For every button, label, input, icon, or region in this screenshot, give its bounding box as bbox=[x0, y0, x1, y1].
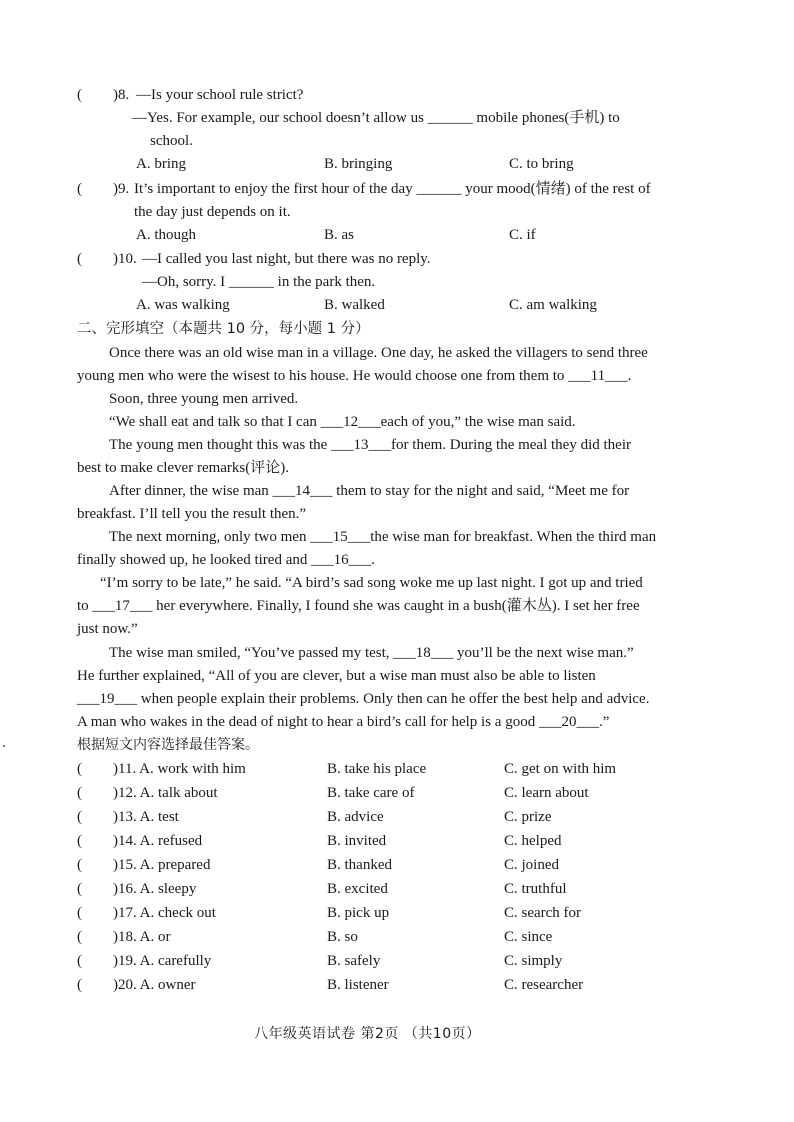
answer-bracket-open: ( bbox=[77, 977, 82, 993]
answer-bracket-open: ( bbox=[77, 905, 82, 921]
question-stem: —I called you last night, but there was no reply. bbox=[142, 251, 431, 267]
question-stem: the day just depends on it. bbox=[134, 204, 291, 220]
option-a: )12. A. talk about bbox=[113, 785, 218, 801]
option-b: B. pick up bbox=[327, 905, 390, 921]
answer-bracket-open: ( bbox=[77, 87, 82, 103]
option-a: )14. A. refused bbox=[113, 833, 203, 849]
passage-line: best to make clever remarks(评论). bbox=[77, 460, 289, 476]
answer-bracket-open: ( bbox=[77, 929, 82, 945]
option-a: A. bring bbox=[136, 156, 186, 172]
question-stem: school. bbox=[150, 133, 193, 149]
option-a: )20. A. owner bbox=[113, 977, 196, 993]
passage-line: He further explained, “All of you are clever, but a wise man must also be able to listen bbox=[77, 668, 596, 684]
option-b: B. take his place bbox=[327, 761, 427, 777]
option-c: C. learn about bbox=[504, 785, 589, 801]
option-a: )16. A. sleepy bbox=[113, 881, 197, 897]
passage-line: The wise man smiled, “You’ve passed my test, ___18___ you’ll be the next wise man.” bbox=[109, 645, 634, 661]
option-c: C. joined bbox=[504, 857, 559, 873]
passage-line: ___19___ when people explain their problems. Only then can he offer the best help and advice. bbox=[77, 691, 650, 707]
option-a: )13. A. test bbox=[113, 809, 179, 825]
question-stem: —Oh, sorry. I ______ in the park then. bbox=[142, 274, 376, 290]
option-b: B. bringing bbox=[324, 156, 393, 172]
passage-line: After dinner, the wise man ___14___ them to stay for the night and said, “Meet me for bbox=[109, 483, 630, 499]
option-a: A. was walking bbox=[136, 297, 230, 313]
passage-line: A man who wakes in the dead of night to hear a bird’s call for help is a good ___20___.” bbox=[77, 714, 610, 730]
option-b: B. listener bbox=[327, 977, 389, 993]
option-c: C. to bring bbox=[509, 156, 574, 172]
option-b: B. thanked bbox=[327, 857, 392, 873]
question-number: )10. bbox=[113, 251, 137, 267]
option-c: C. simply bbox=[504, 953, 563, 969]
question-stem: —Is your school rule strict? bbox=[136, 87, 304, 103]
option-c: C. if bbox=[509, 227, 536, 243]
option-c: C. get on with him bbox=[504, 761, 617, 777]
instruction-text: 根据短文内容选择最佳答案。 bbox=[77, 737, 259, 753]
answer-bracket-open: ( bbox=[77, 181, 82, 197]
option-a: A. though bbox=[136, 227, 196, 243]
option-b: B. invited bbox=[327, 833, 387, 849]
option-a: )15. A. prepared bbox=[113, 857, 211, 873]
answer-bracket-open: ( bbox=[77, 785, 82, 801]
passage-line: The young men thought this was the ___13___for them. During the meal they did their bbox=[109, 437, 631, 453]
option-b: B. take care of bbox=[327, 785, 415, 801]
passage-line: breakfast. I’ll tell you the result then.” bbox=[77, 506, 307, 522]
question-number: )8. bbox=[113, 87, 130, 103]
option-b: B. safely bbox=[327, 953, 381, 969]
answer-bracket-open: ( bbox=[77, 761, 82, 777]
passage-line: Soon, three young men arrived. bbox=[109, 391, 299, 407]
option-c: C. am walking bbox=[509, 297, 597, 313]
option-c: C. helped bbox=[504, 833, 562, 849]
answer-bracket-open: ( bbox=[77, 809, 82, 825]
option-c: C. since bbox=[504, 929, 553, 945]
passage-line: finally showed up, he looked tired and ___16___. bbox=[77, 552, 375, 568]
question-stem: —Yes. For example, our school doesn’t allow us ______ mobile phones(手机) to bbox=[132, 110, 620, 126]
answer-bracket-open: ( bbox=[77, 833, 82, 849]
passage-line: “We shall eat and talk so that I can ___12___each of you,” the wise man said. bbox=[109, 414, 576, 430]
option-c: C. prize bbox=[504, 809, 552, 825]
page-footer: 八年级英语试卷 第2页 （共10页） bbox=[254, 1026, 481, 1042]
passage-line: young men who were the wisest to his house. He would choose one from them to ___11___. bbox=[77, 368, 632, 384]
scan-speck bbox=[3, 745, 5, 747]
passage-line: “I’m sorry to be late,” he said. “A bird’s sad song woke me up last night. I got up and tried bbox=[100, 575, 643, 591]
section-title: 二、完形填空（本题共 10 分，每小题 1 分） bbox=[77, 321, 370, 337]
option-b: B. so bbox=[327, 929, 358, 945]
option-a: )17. A. check out bbox=[113, 905, 216, 921]
option-c: C. search for bbox=[504, 905, 582, 921]
answer-bracket-open: ( bbox=[77, 857, 82, 873]
passage-line: Once there was an old wise man in a village. One day, he asked the villagers to send three bbox=[109, 345, 648, 361]
option-b: B. advice bbox=[327, 809, 384, 825]
option-a: )11. A. work with him bbox=[113, 761, 246, 777]
passage-line: just now.” bbox=[77, 621, 138, 637]
answer-bracket-open: ( bbox=[77, 953, 82, 969]
option-b: B. excited bbox=[327, 881, 388, 897]
answer-bracket-open: ( bbox=[77, 881, 82, 897]
option-a: )18. A. or bbox=[113, 929, 171, 945]
question-stem: It’s important to enjoy the first hour of the day ______ your mood(情绪) of the rest of bbox=[134, 181, 651, 197]
answer-bracket-open: ( bbox=[77, 251, 82, 267]
passage-line: The next morning, only two men ___15___the wise man for breakfast. When the third man bbox=[109, 529, 657, 545]
option-c: C. researcher bbox=[504, 977, 584, 993]
option-c: C. truthful bbox=[504, 881, 567, 897]
option-b: B. walked bbox=[324, 297, 385, 313]
question-number: )9. bbox=[113, 181, 130, 197]
passage-line: to ___17___ her everywhere. Finally, I found she was caught in a bush(灌木丛). I set her free bbox=[77, 598, 640, 614]
option-a: )19. A. carefully bbox=[113, 953, 212, 969]
option-b: B. as bbox=[324, 227, 354, 243]
